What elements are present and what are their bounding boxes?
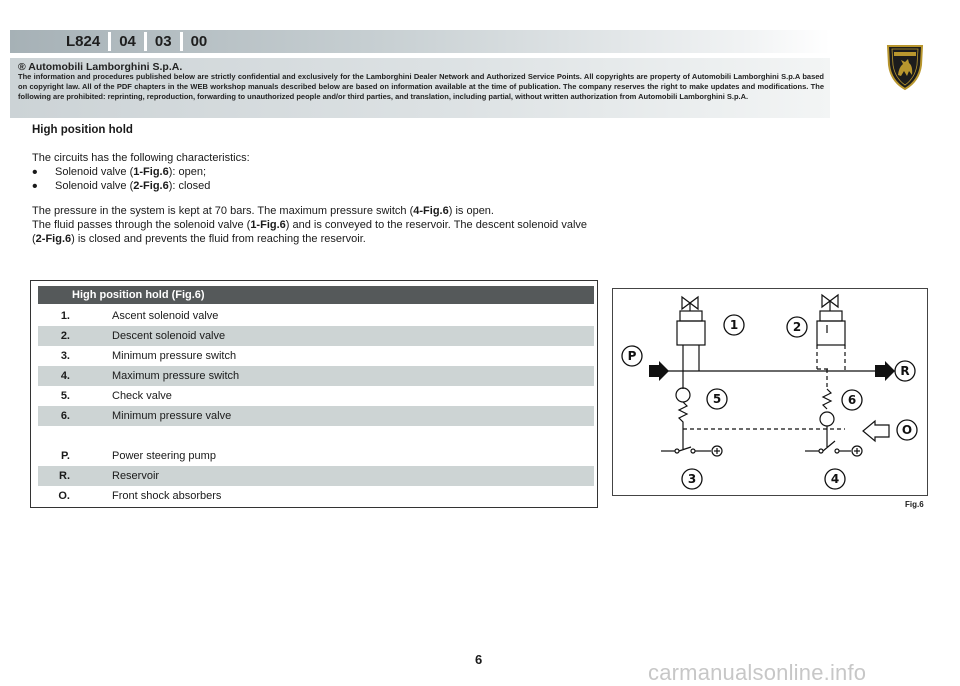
- doc-code-revision: 00: [190, 33, 208, 50]
- bullet-dot-icon: •: [32, 178, 38, 195]
- table-row: [38, 446, 594, 466]
- row-number: 5.: [60, 390, 70, 402]
- row-number: 2.: [60, 330, 70, 342]
- row-label: Maximum pressure switch: [112, 370, 240, 382]
- svg-text:P: P: [627, 349, 637, 363]
- doc-code-group: 04: [119, 33, 136, 50]
- svg-text:3: 3: [687, 472, 697, 486]
- table-row: [38, 406, 594, 426]
- row-label: Ascent solenoid valve: [112, 310, 219, 322]
- lamborghini-shield-logo-icon: [885, 43, 925, 91]
- figure-caption: Fig.6: [905, 500, 924, 509]
- paragraph-text: The fluid passes through the solenoid valve (: [32, 219, 251, 231]
- outlet-arrow-icon: [875, 361, 895, 381]
- minimum-pressure-valve-symbol: [820, 389, 834, 433]
- table-title: High position hold (Fig.6): [72, 289, 205, 301]
- table-header: [38, 286, 594, 304]
- svg-text:6: 6: [847, 393, 857, 407]
- callout-4: [825, 469, 845, 489]
- row-label: Check valve: [112, 390, 172, 402]
- bullet-text: ): closed: [168, 180, 211, 192]
- svg-text:R: R: [900, 364, 910, 378]
- table-row: [38, 366, 594, 386]
- svg-text:5: 5: [712, 392, 722, 406]
- row-label: Minimum pressure valve: [112, 410, 232, 422]
- row-number: P.: [61, 450, 70, 462]
- section-title: High position hold: [32, 124, 133, 136]
- svg-text:4: 4: [830, 472, 840, 486]
- row-number: 4.: [60, 370, 70, 382]
- bullet-text: ): open;: [168, 166, 207, 178]
- doc-code-model: L824: [66, 33, 101, 50]
- descent-solenoid-valve-symbol: [817, 295, 845, 371]
- hydraulic-schematic: [613, 289, 929, 497]
- inlet-arrow-icon: [649, 361, 669, 381]
- bullet-text: Solenoid valve (: [55, 166, 134, 178]
- row-label: Power steering pump: [112, 450, 216, 462]
- paragraph-text: ) and is conveyed to the reservoir. The descent solenoid valve: [285, 219, 588, 231]
- copyright-text: The information and procedures published below are strictly confidential and exclusively for the Lamborghini Dealer Network and Authorized Service Points. All copyrights are property of Automobili Lamborghini S.p.A based on copyright law. All of the PDF chapters in the WEB workshop manuals described below are based on information available at the time of publication. The company reserves the right to make updates and modifications. The following are prohibited: reprinting, reproduction, forwarding to unauthorized people and/or third parties, and translation, including partial, without written authorization from Automobili Lamborghini S.p.A.: [18, 72, 824, 101]
- svg-text:O: O: [901, 423, 913, 437]
- check-valve-symbol: [676, 388, 690, 429]
- figure-reference: 2-Fig.6: [35, 233, 72, 245]
- row-label: Reservoir: [112, 470, 160, 482]
- document-code: [58, 30, 215, 53]
- copyright-title: ® Automobili Lamborghini S.p.A.: [18, 61, 183, 73]
- callout-1: [724, 315, 744, 335]
- callout-p: [622, 346, 642, 366]
- svg-text:2: 2: [792, 320, 802, 334]
- watermark: carmanualsonline.info: [648, 660, 867, 685]
- table-row: [38, 466, 594, 486]
- paragraph-line: [32, 232, 366, 246]
- callout-o: [897, 420, 917, 440]
- paragraph-text: (: [32, 233, 36, 245]
- paragraph-text: ) is open.: [448, 205, 494, 217]
- bullet-item: [32, 178, 211, 195]
- callout-3: [682, 469, 702, 489]
- intro-text: The circuits has the following characteristics:: [32, 152, 250, 164]
- bullet-item: [32, 164, 207, 181]
- table-row: [38, 346, 594, 366]
- shock-absorber-arrow-icon: [863, 421, 889, 441]
- figure-reference: 4-Fig.6: [413, 205, 449, 217]
- table-row: [38, 306, 594, 326]
- row-label: Front shock absorbers: [112, 490, 222, 502]
- bullet-text: Solenoid valve (: [55, 180, 134, 192]
- svg-text:1: 1: [729, 318, 739, 332]
- table-row: [38, 386, 594, 406]
- maximum-pressure-switch-symbol: [805, 433, 862, 456]
- bullet-dot-icon: •: [32, 164, 38, 181]
- row-number: 1.: [60, 310, 70, 322]
- table-row: [38, 486, 594, 506]
- doc-code-subgroup: 03: [154, 33, 172, 50]
- paragraph-text: The pressure in the system is kept at 70 bars. The maximum pressure switch (: [32, 205, 414, 217]
- figure-reference: 2-Fig.6: [133, 180, 169, 192]
- callout-r: [895, 361, 915, 381]
- figure-reference: 1-Fig.6: [133, 166, 169, 178]
- row-number: 6.: [60, 410, 70, 422]
- callout-2: [787, 317, 807, 337]
- minimum-pressure-switch-symbol: [661, 429, 722, 456]
- row-label: Minimum pressure switch: [112, 350, 237, 362]
- page-number: 6: [475, 652, 483, 667]
- table-row: [38, 326, 594, 346]
- paragraph-line: [32, 218, 587, 232]
- row-number: R.: [59, 470, 70, 482]
- row-label: Descent solenoid valve: [112, 330, 226, 342]
- paragraph-line: [32, 204, 494, 218]
- paragraph-text: ) is closed and prevents the fluid from reaching the reservoir.: [71, 233, 366, 245]
- ascent-solenoid-valve-symbol: [677, 297, 705, 371]
- row-number: 3.: [60, 350, 70, 362]
- figure-reference: 1-Fig.6: [250, 219, 286, 231]
- row-number: O.: [58, 490, 70, 502]
- callout-5: [707, 389, 727, 409]
- callout-6: [842, 390, 862, 410]
- hydraulic-diagram: [612, 288, 928, 496]
